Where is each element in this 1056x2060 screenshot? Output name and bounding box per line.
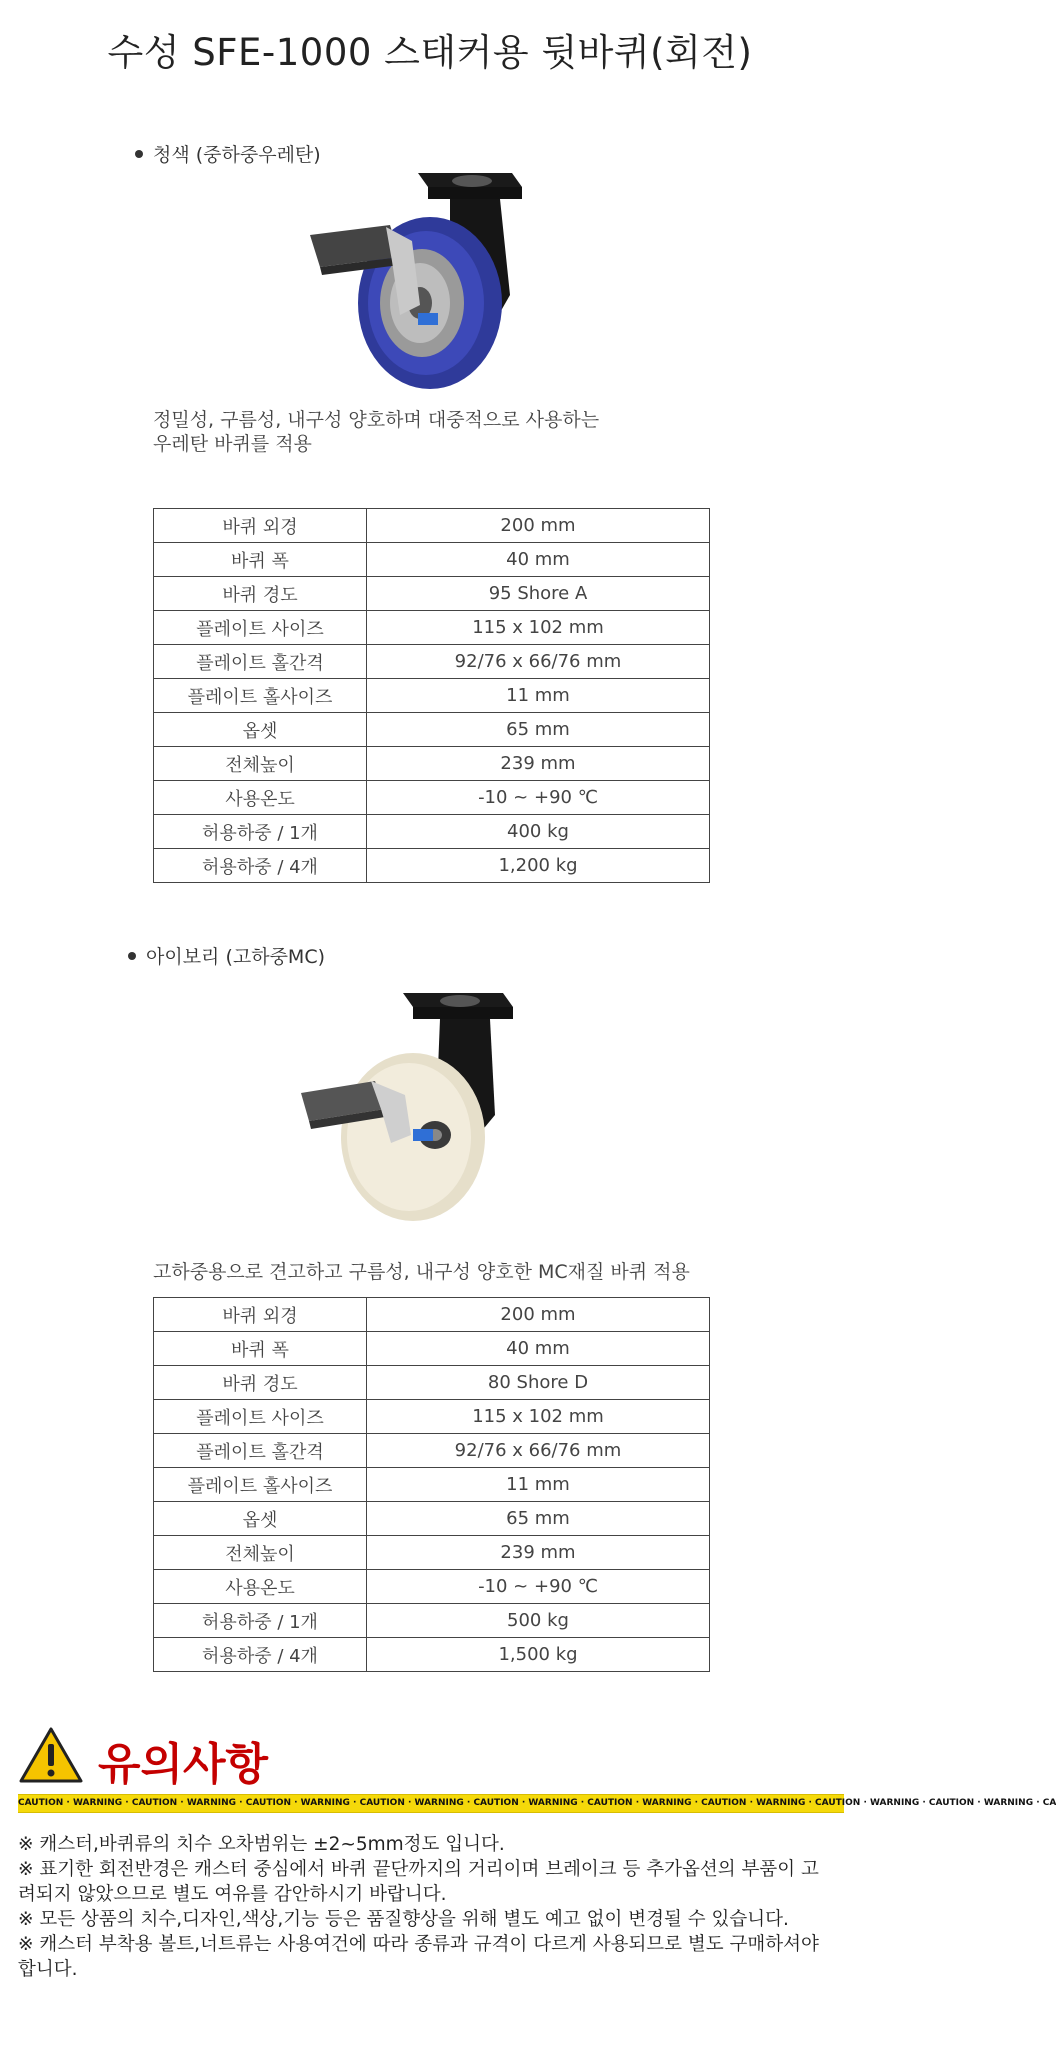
spec-row: [154, 1638, 710, 1672]
spec-row: [154, 1298, 710, 1332]
spec-value: 80 Shore D: [367, 1366, 710, 1400]
spec-label: 허용하중 / 1개: [154, 1604, 367, 1638]
spec-row: [154, 781, 710, 815]
spec-value: 65 mm: [367, 1502, 710, 1536]
spec-label: 전체높이: [154, 1536, 367, 1570]
spec-label: 바퀴 경도: [154, 1366, 367, 1400]
product1-desc-line1: 정밀성, 구름성, 내구성 양호하며 대중적으로 사용하는: [153, 409, 600, 431]
spec-row: [154, 849, 710, 883]
spec-row: [154, 1570, 710, 1604]
spec-value: 1,200 kg: [367, 849, 710, 883]
spec-label: 사용온도: [154, 1570, 367, 1604]
spec-value: 65 mm: [367, 713, 710, 747]
spec-label: 플레이트 홀사이즈: [154, 1468, 367, 1502]
product1-heading-text: 청색 (중하중우레탄): [153, 144, 321, 166]
spec-row: [154, 1434, 710, 1468]
spec-row: [154, 543, 710, 577]
spec-label: 허용하중 / 1개: [154, 815, 367, 849]
spec-row: [154, 1502, 710, 1536]
spec-row: [154, 1468, 710, 1502]
spec-label: 바퀴 경도: [154, 577, 367, 611]
spec-label: 플레이트 홀간격: [154, 1434, 367, 1468]
spec-value: 115 x 102 mm: [367, 611, 710, 645]
spec-label: 플레이트 홀간격: [154, 645, 367, 679]
spec-value: -10 ~ +90 ℃: [367, 1570, 710, 1604]
note-line-4a: ※ 캐스터 부착용 볼트,너트류는 사용여건에 따라 종류과 규격이 다르게 사용되므로 별도 구매하셔야: [18, 1934, 819, 1955]
spec-row: [154, 1536, 710, 1570]
spec-value: 1,500 kg: [367, 1638, 710, 1672]
warning-triangle-icon: [18, 1726, 84, 1784]
product1-description: [153, 408, 599, 456]
spec-label: 바퀴 폭: [154, 1332, 367, 1366]
product2-heading-text: 아이보리 (고하중MC): [146, 946, 326, 968]
spec-value: 11 mm: [367, 679, 710, 713]
spec-row: [154, 747, 710, 781]
spec-value: 115 x 102 mm: [367, 1400, 710, 1434]
spec-value: 200 mm: [367, 1298, 710, 1332]
spec-row: [154, 1400, 710, 1434]
spec-label: 바퀴 외경: [154, 509, 367, 543]
spec-value: -10 ~ +90 ℃: [367, 781, 710, 815]
blue-caster-image: [300, 165, 560, 395]
spec-row: [154, 509, 710, 543]
page-title: 수성 SFE-1000 스태커용 뒷바퀴(회전): [107, 31, 753, 74]
notice-notes: [18, 1832, 844, 1982]
spec-row: [154, 1604, 710, 1638]
spec-value: 92/76 x 66/76 mm: [367, 645, 710, 679]
spec-label: 바퀴 폭: [154, 543, 367, 577]
spec-value: 239 mm: [367, 1536, 710, 1570]
bullet-dot: [135, 150, 143, 158]
spec-value: 40 mm: [367, 543, 710, 577]
spec-row: [154, 611, 710, 645]
spec-row: [154, 645, 710, 679]
product2-heading: [128, 942, 325, 969]
spec-row: [154, 713, 710, 747]
spec-value: 40 mm: [367, 1332, 710, 1366]
spec-label: 허용하중 / 4개: [154, 849, 367, 883]
spec-label: 옵셋: [154, 1502, 367, 1536]
spec-value: 500 kg: [367, 1604, 710, 1638]
spec-value: 400 kg: [367, 815, 710, 849]
spec-label: 플레이트 홀사이즈: [154, 679, 367, 713]
spec-value: 200 mm: [367, 509, 710, 543]
note-line-3: ※ 모든 상품의 치수,디자인,색상,기능 등은 품질향상을 위해 별도 예고 없이 변경될 수 있습니다.: [18, 1909, 789, 1930]
note-line-2a: ※ 표기한 회전반경은 캐스터 중심에서 바퀴 끝단까지의 거리이며 브레이크 등 추가옵션의 부품이 고: [18, 1859, 819, 1880]
product2-description: [153, 1260, 690, 1284]
spec-value: 11 mm: [367, 1468, 710, 1502]
spec-value: 239 mm: [367, 747, 710, 781]
note-line-4b: 합니다.: [18, 1959, 78, 1980]
spec-label: 허용하중 / 4개: [154, 1638, 367, 1672]
spec-label: 플레이트 사이즈: [154, 611, 367, 645]
product1-spec-table: [153, 508, 710, 883]
ivory-caster-image: [295, 985, 545, 1225]
spec-value: 92/76 x 66/76 mm: [367, 1434, 710, 1468]
notice-title: 유의사항: [98, 1739, 269, 1790]
product2-spec-table: [153, 1297, 710, 1672]
spec-value: 95 Shore A: [367, 577, 710, 611]
note-line-2b: 려되지 않았으므로 별도 여유를 감안하시기 바랍니다.: [18, 1884, 447, 1905]
spec-label: 바퀴 외경: [154, 1298, 367, 1332]
spec-row: [154, 1332, 710, 1366]
spec-label: 사용온도: [154, 781, 367, 815]
spec-row: [154, 815, 710, 849]
spec-row: [154, 1366, 710, 1400]
spec-label: 옵셋: [154, 713, 367, 747]
caution-tape: CAUTION · WARNING · CAUTION · WARNING · CAUTION · WARNING · CAUTION · WARNING · CAUTION · WARNING · CAUTION · WARNING · CAUTION · WARNING · CAUTION · WARNING · CAUTION · WARNING · CA: [18, 1794, 844, 1813]
bullet-dot: [128, 952, 136, 960]
product2-desc-line1: 고하중용으로 견고하고 구름성, 내구성 양호한 MC재질 바퀴 적용: [153, 1261, 690, 1283]
note-line-1: ※ 캐스터,바퀴류의 치수 오차범위는 ±2~5mm정도 입니다.: [18, 1834, 505, 1855]
spec-label: 전체높이: [154, 747, 367, 781]
spec-row: [154, 577, 710, 611]
spec-row: [154, 679, 710, 713]
product1-desc-line2: 우레탄 바퀴를 적용: [153, 433, 312, 455]
spec-label: 플레이트 사이즈: [154, 1400, 367, 1434]
product1-heading: [135, 140, 321, 167]
